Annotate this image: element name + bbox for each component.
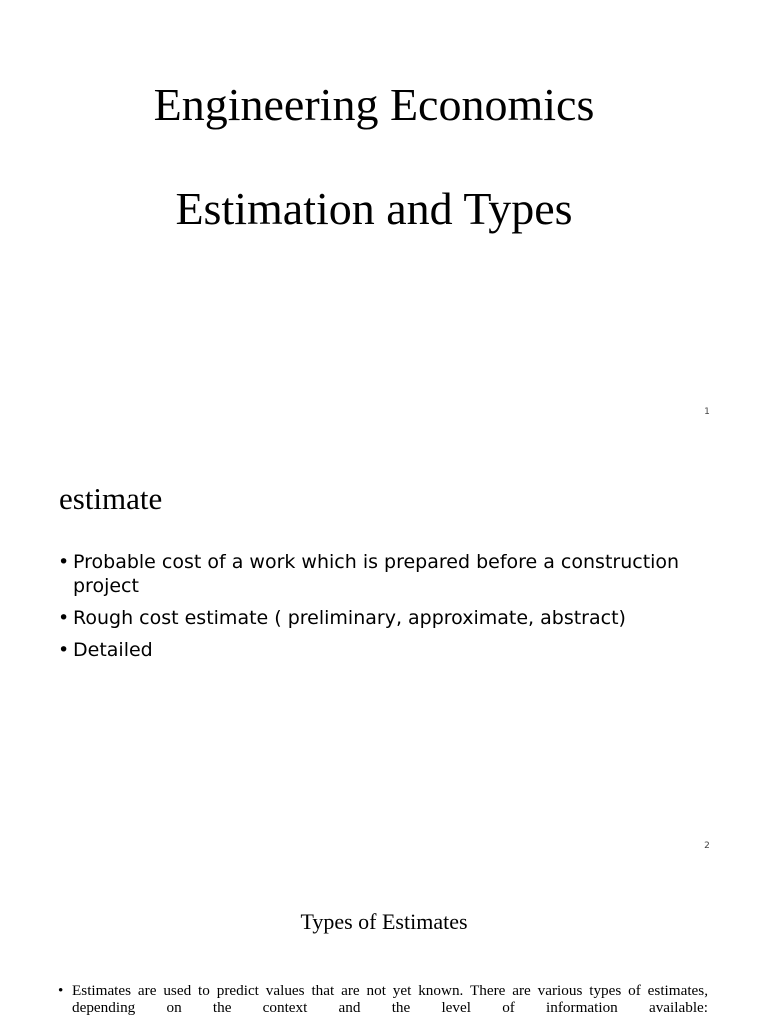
slide-3 <box>0 866 768 1024</box>
bullet-glyph: • <box>58 982 64 999</box>
title-line-1: Engineering Economics <box>153 79 595 130</box>
page-number: 1 <box>704 407 710 417</box>
paragraph-text: Estimates are used to predict values that are not yet known. There are various types of estimates, depending on the context and the level of information available: <box>72 982 708 1016</box>
bullet-list <box>58 550 698 670</box>
bullet-text: Probable cost of a work which is prepared before a construction project <box>73 551 680 597</box>
slide-heading: estimate <box>59 481 163 516</box>
bullet-item <box>58 606 698 630</box>
page-number: 2 <box>704 841 710 851</box>
slide-1 <box>0 0 768 432</box>
bullet-glyph: • <box>58 607 70 629</box>
bullet-text: Detailed <box>73 639 153 661</box>
bullet-item <box>58 550 698 598</box>
slide-2 <box>0 432 768 866</box>
bullet-glyph: • <box>58 639 70 661</box>
bullet-text: Rough cost estimate ( preliminary, approximate, abstract) <box>73 607 626 629</box>
title-line-2: Estimation and Types <box>175 183 573 234</box>
bullet-item <box>58 638 698 662</box>
paragraph-bullet <box>58 982 708 1016</box>
bullet-glyph: • <box>58 551 70 573</box>
slide-heading: Types of Estimates <box>300 909 468 934</box>
